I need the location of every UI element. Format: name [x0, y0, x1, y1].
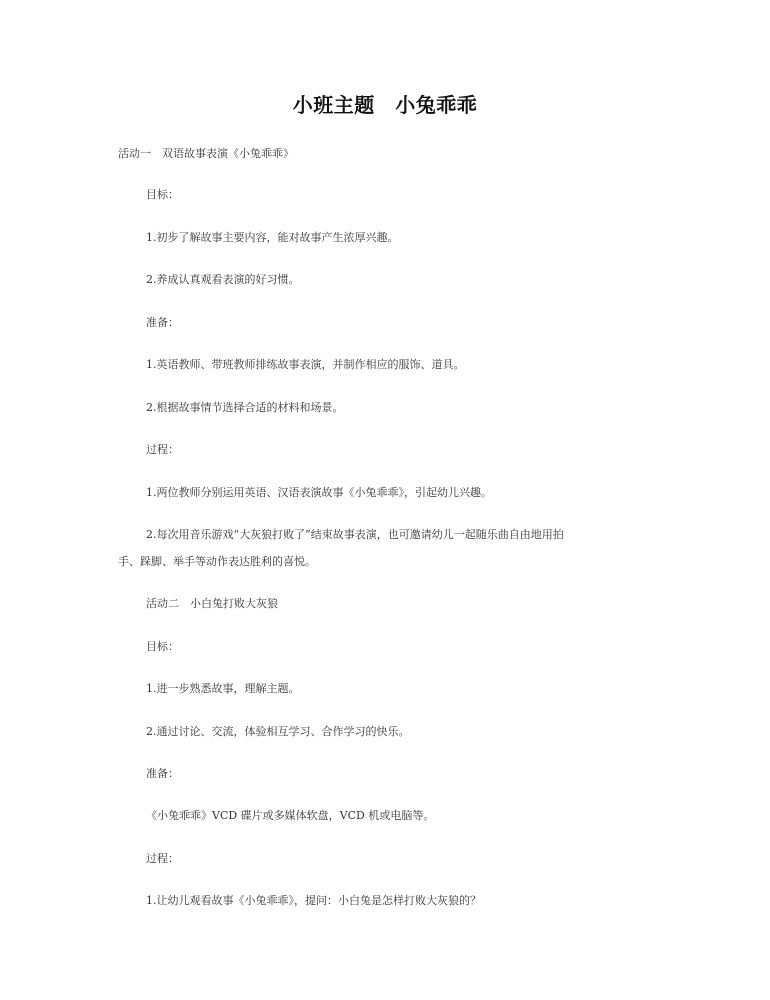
page-title: 小班主题 小兔乖乖	[292, 93, 478, 117]
preparation-label: 准备：	[146, 767, 179, 780]
paragraph: 1.初步了解故事主要内容，能对故事产生浓厚兴趣。	[146, 231, 399, 244]
process-label: 过程：	[146, 852, 179, 865]
paragraph: 2.通过讨论、交流，体验相互学习、合作学习的快乐。	[146, 725, 410, 738]
paragraph: 2.根据故事情节选择合适的材料和场景。	[146, 401, 344, 414]
activity-one-heading: 活动一 双语故事表演《小兔乖乖》	[118, 147, 294, 160]
paragraph: 《小兔乖乖》VCD 碟片或多媒体软盘，VCD 机或电脑等。	[146, 809, 435, 822]
paragraph: 2.养成认真观看表演的好习惯。	[146, 273, 300, 286]
process-label: 过程：	[146, 443, 179, 456]
paragraph: 2.每次用音乐游戏“大灰狼打败了”结束故事表演，也可邀请幼儿一起随乐曲自由地用拍	[146, 528, 564, 541]
paragraph: 1.进一步熟悉故事，理解主题。	[146, 682, 300, 695]
paragraph: 1.两位教师分别运用英语、汉语表演故事《小兔乖乖》，引起幼儿兴趣。	[146, 486, 492, 499]
paragraph: 1.英语教师、带班教师排练故事表演，并制作相应的服饰、道具。	[146, 358, 465, 371]
paragraph-continuation: 手、跺脚、举手等动作表达胜利的喜悦。	[118, 555, 316, 568]
goals-label: 目标：	[146, 188, 179, 201]
preparation-label: 准备：	[146, 316, 179, 329]
paragraph: 1.让幼儿观看故事《小兔乖乖》，提问：小白兔是怎样打败大灰狼的？	[146, 894, 481, 907]
goals-label: 目标：	[146, 640, 179, 653]
activity-two-heading: 活动二 小白兔打败大灰狼	[146, 597, 278, 610]
